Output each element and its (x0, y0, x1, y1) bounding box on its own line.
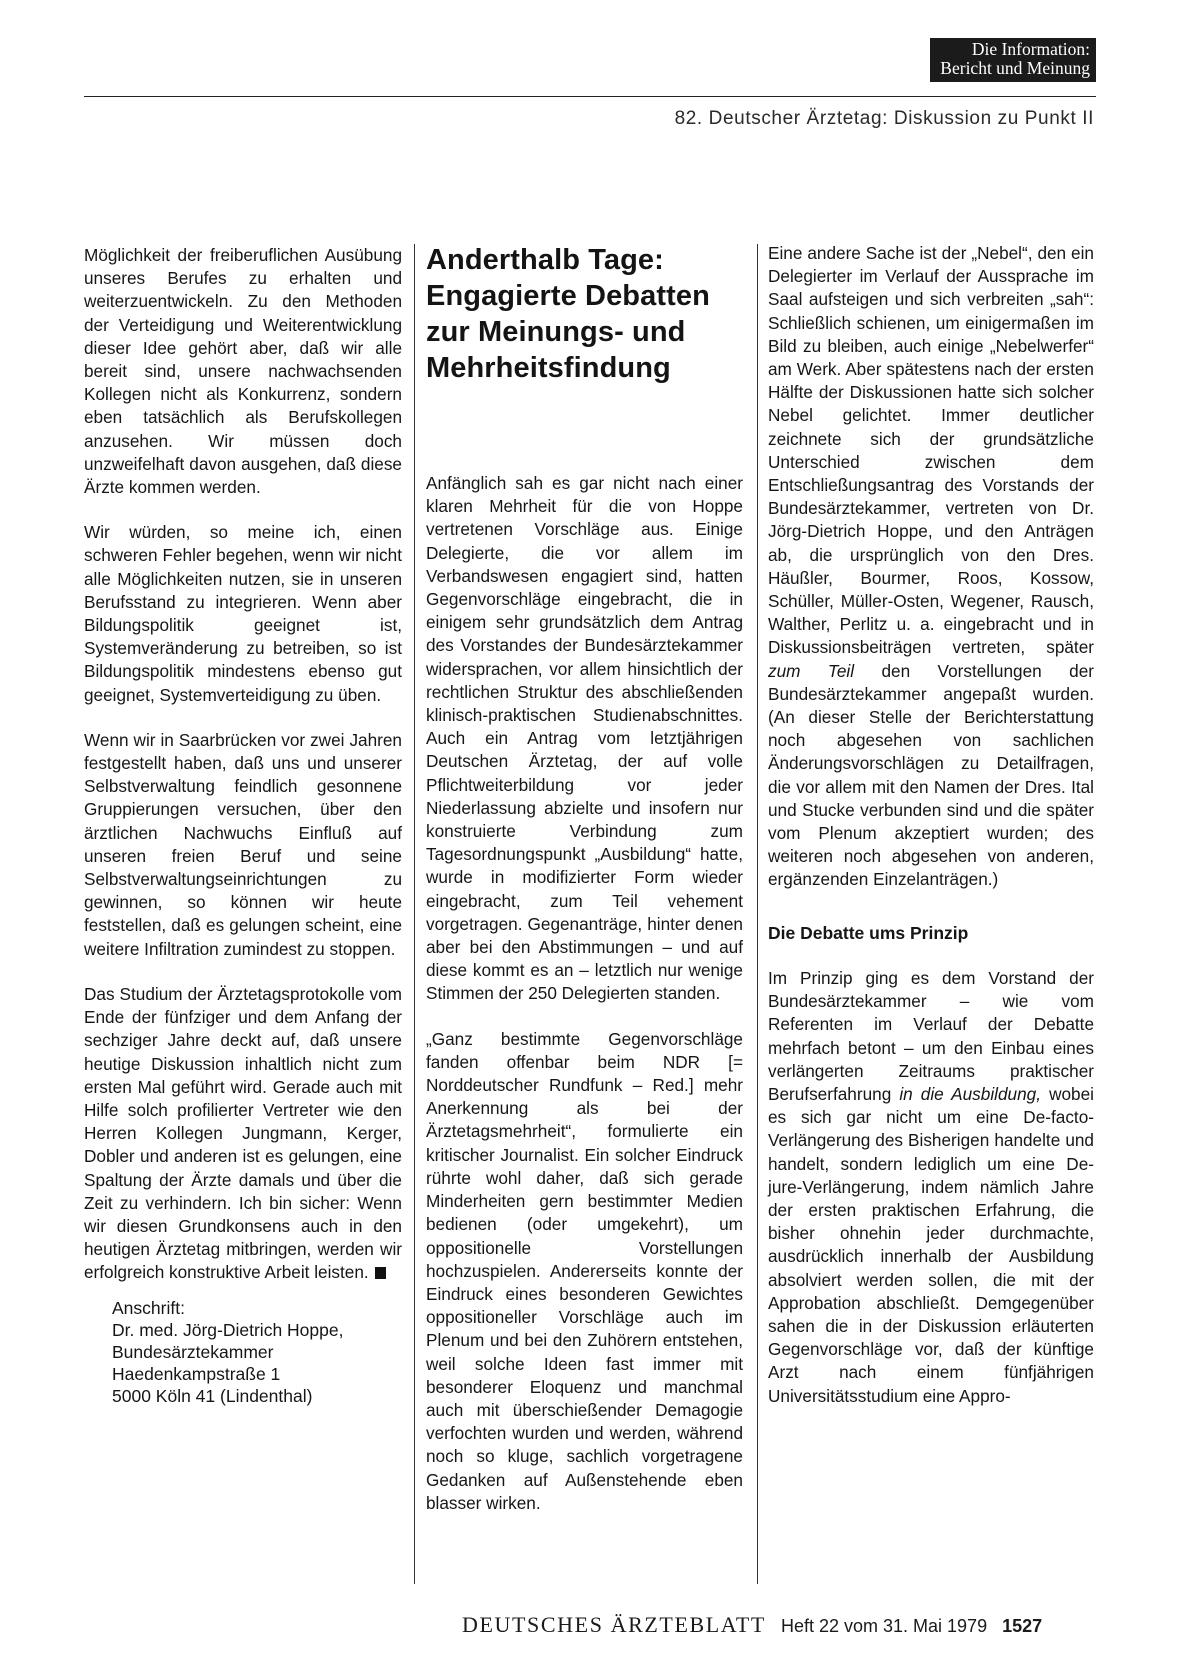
paragraph (768, 967, 1094, 1408)
emphasis: in die Ausbildung, (899, 1083, 1041, 1104)
column-divider-2 (757, 244, 758, 1584)
paragraph-text: Im Prinzip ging es dem Vorstand der Bundesärztekammer – wie vom Referenten im Verlauf der Debatte mehrfach betont – um den Einbau eines verlängerten Zeitraums praktischer Berufserfahrung (768, 967, 1094, 1104)
section-label-line1: Die Information: (971, 39, 1090, 59)
article-kicker: 82. Deutscher Ärztetag: Diskussion zu Punkt II (674, 108, 1094, 129)
address-label: Anschrift: (112, 1297, 185, 1318)
page-number: 1527 (1002, 1616, 1043, 1636)
section-label-line2: Bericht und Meinung (940, 58, 1090, 78)
section-label (930, 38, 1096, 82)
paragraph: Wenn wir in Saarbrücken vor zwei Jahren festgestellt haben, daß uns und unserer Selbstverwaltung feindlich gesonnene Gruppierungen versuchen, über den ärztlichen Nachwuchs Einfluß auf unseren freien Beruf und seine Selbstverwaltungseinrichtungen zu gewinnen, so können wir heute feststellen, daß es gelungen scheint, eine weitere Infiltration zumindest zu stoppen. (84, 729, 402, 959)
column-1 (84, 244, 402, 1407)
issue-info: Heft 22 vom 31. Mai 1979 (780, 1616, 988, 1636)
page-footer (462, 1612, 1096, 1638)
paragraph: „Ganz bestimmte Gegenvorschläge fanden offenbar beim NDR [= Norddeutscher Rundfunk – Red.] mehr Anerkennung als bei der Ärztetagsmehrheit“, formulierte ein kritischer Journalist. Ein solcher Eindruck rührte wohl daher, daß sich gerade Minderheiten gern bestimmter Medien bedienen (oder umgekehrt), um oppositionelle Vorstellungen hochzuspielen. Andererseits konnte der Eindruck eines besonderen Gewichtes oppositioneller Vorschläge auch im Plenum und bei den Zuhörern entstehen, weil solche Ideen fast immer mit besonderer Eloquenz und manchmal auch mit überschießender Demagogie verfochten wurden und werden, während noch so kluge, sachlich vorgetragene Gedanken auf Außenstehende eben blasser wirken. (426, 1028, 743, 1513)
address-name: Dr. med. Jörg-Dietrich Hoppe, (112, 1319, 344, 1340)
end-of-article-mark (375, 1267, 386, 1279)
article-headline: Anderthalb Tage: Engagierte Debatten zur Meinungs- und Mehrheitsfindung (426, 244, 710, 384)
paragraph: Anfänglich sah es gar nicht nach einer klaren Mehrheit für die von Hoppe vertretenen Vorschläge aus. Einige Delegierte, die vor allem im Verbandswesen engagiert sind, hatten Gegenvorschläge eingebracht, die in einigem sehr grundsätzlich dem Antrag des Vorstandes der Bundesärztekammer widersprachen, vor allem hinsichtlich der rechtlichen Struktur des abschließenden klinisch-praktischen Studienabschnittes. Auch ein Antrag vom letztjährigen Deutschen Ärztetag, der auf volle Pflichtweiterbildung vor jeder Niederlassung abzielte und insofern nur konstruierte Verbindung zum Tagesordnungspunkt „Ausbildung“ hatte, wurde in modifizierter Form wieder eingebracht, zum Teil vehement vorgetragen. Gegenanträge, hinter denen aber bei den Abstimmungen – und auf diese kommt es an – letztlich nur wenige Stimmen der 250 Delegierten standen. (426, 473, 743, 1004)
column-divider-1 (414, 244, 415, 1584)
paragraph (84, 983, 402, 1285)
paragraph-text: wobei es sich gar nicht um eine De-facto-Verlängerung des Bisherigen handelte und handelt, sondern lediglich um eine De-jure-Verlängerung, indem nämlich Jahre der ersten praktischen Erfahrung, die bisher ohnehin jeder durchmachte, ausdrücklich innerhalb der Ausbildung absolviert werden sollen, die mit der Approbation abschließt. Demgegenüber sahen die in der Diskussion erläuterten Gegenvorschläge vor, daß der künftige Arzt nach einem fünfjährigen Universitätsstudium eine Appro- (768, 1083, 1094, 1406)
column-2 (426, 244, 743, 1537)
column-3 (768, 242, 1094, 1430)
paragraph-text: Das Studium der Ärztetagsprotokolle vom Ende der fünfziger und dem Anfang der sechziger Jahre deckt auf, daß unsere heutige Diskussion inhaltlich nicht zum ersten Mal geführt wird. Gerade auch mit Hilfe solch profilierter Vertreter wie den Herren Kollegen Jungmann, Kerger, Dobler und anderen ist es gelungen, eine Spaltung der Ärzte damals und über die Zeit zu verhindern. Ich bin sicher: Wenn wir diesen Grundkonsens auch in den heutigen Ärztetag mitbringen, werden wir erfolgreich konstruktive Arbeit leisten. (84, 983, 402, 1283)
header-rule (84, 96, 1096, 97)
paragraph (768, 242, 1094, 892)
paragraph-text: Eine andere Sache ist der „Nebel“, den ein Delegierter im Verlauf der Aussprache im Saal aufsteigen und sich verbreiten „sah“: Schließlich schienen, um einigermaßen im Bild zu bleiben, auch einige „Nebelwerfer“ am Werk. Aber spätestens nach der ersten Hälfte der Diskussionen hatte sich solcher Nebel gelichtet. Immer deutlicher zeichnete sich der grundsätzliche Unterschied zwischen dem Entschließungsantrag des Vorstands der Bundesärztekammer, vertreten von Dr. Jörg-Dietrich Hoppe, und den Anträgen ab, die ursprünglich von den Dres. Häußler, Bourmer, Roos, Kossow, Schüller, Müller-Osten, Wegener, Rausch, Walther, Perlitz u. a. eingebracht und in Diskussionsbeiträgen vertreten, später (768, 243, 1094, 658)
emphasis: zum Teil (768, 660, 855, 681)
paragraph: Möglichkeit der freiberuflichen Ausübung unseres Berufes zu erhalten und weiterzuentwickeln. Zu den Methoden der Verteidigung und Weiterentwicklung dieser Idee gehört aber, daß wir alle bereit sind, unsere nachwachsenden Kollegen nicht als Konkurrenz, sondern eben tatsächlich als Berufskollegen anzusehen. Wir müssen doch unzweifelhaft davon ausgehen, daß diese Ärzte kommen werden. (84, 245, 402, 498)
section-subheading: Die Debatte ums Prinzip (768, 922, 969, 943)
magazine-title: DEUTSCHES ÄRZTEBLATT (462, 1612, 766, 1637)
author-address (112, 1297, 402, 1407)
paragraph-text: den Vorstellungen der Bundesärztekammer angepaßt wurden. (An dieser Stelle der Berichterstattung noch abgesehen von sachlichen Änderungsvorschlägen zu Detailfragen, die vor allem mit den Namen der Dres. Ital und Stucke verbunden sind und die später vom Plenum akzeptiert wurden; des weiteren noch abgesehen von anderen, ergänzenden Einzelanträgen.) (768, 660, 1094, 890)
paragraph: Wir würden, so meine ich, einen schweren Fehler begehen, wenn wir nicht alle Möglichkeiten nutzen, sie in unseren Berufsstand zu integrieren. Wenn aber Bildungspolitik geeignet ist, Systemveränderung zu betreiben, so ist Bildungspolitik mindestens ebenso gut geeignet, Systemverteidigung zu üben. (84, 522, 402, 705)
address-org: Bundesärztekammer (112, 1341, 274, 1362)
address-city: 5000 Köln 41 (Lindenthal) (112, 1385, 313, 1406)
address-street: Haedenkampstraße 1 (112, 1363, 281, 1384)
